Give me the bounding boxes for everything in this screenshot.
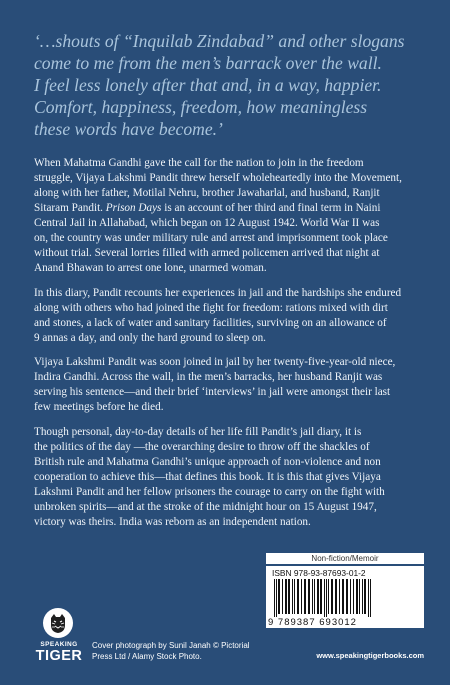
quote-line: come to me from the men’s barrack over the wall.: [34, 53, 382, 73]
blurb-line: Lakshmi Pandit and her fellow prisoners the courage to carry on the fight with: [34, 485, 385, 498]
publisher-name-top: SPEAKING: [40, 641, 78, 648]
blurb-line: and stones, a lack of water and sanitary facilities, surviving on an allowance of: [34, 316, 387, 329]
blurb-line: the politics of the day —the overarching desire to throw off the shackles of: [34, 440, 370, 453]
photo-credit: [92, 641, 250, 662]
book-title: Prison Days: [105, 202, 162, 214]
publisher-name-bottom: TIGER: [35, 648, 83, 664]
blurb-line: [34, 201, 424, 216]
blurb-line: struggle, Vijaya Lakshmi Pandit threw herself wholeheartedly into the Movement,: [34, 172, 402, 184]
isbn-label: ISBN 978-93-87693-01-2: [272, 568, 366, 578]
genre-label: Non-fiction/Memoir: [266, 553, 424, 564]
blurb-line: Central Jail in Allahabad, which began on 12 August 1942. World War II was: [34, 217, 380, 229]
blurb-line: victory was theirs. India was reborn as an independent nation.: [34, 515, 311, 528]
blurb-line: on, the country was under military rule and arrest and imprisonment took place: [34, 232, 388, 244]
blurb-text: Sitaram Pandit.: [34, 202, 106, 214]
barcode-icon: [272, 579, 418, 617]
publisher-website: www.speakingtigerbooks.com: [316, 651, 424, 660]
blurb-line: without trial. Several lorries filled with armed policemen arrived that night at: [34, 247, 380, 259]
tiger-head-icon: [43, 608, 73, 638]
isbn-barcode-panel: [266, 566, 424, 628]
blurb-line: unbroken spirits—and at the stroke of the midnight hour on 15 August 1947,: [34, 500, 377, 513]
publisher-logo: [33, 608, 89, 668]
quote-line: I feel less lonely after that and, in a way, happier.: [34, 75, 382, 95]
credit-line: Cover photograph by Sunil Janah © Pictorial: [92, 641, 250, 650]
blurb-line: cooperation to achieve this—that defines this book. It is this that gives Vijaya: [34, 470, 381, 483]
blurb: [34, 156, 424, 539]
blurb-line: British rule and Mahatma Gandhi’s unique approach of non-violence and non: [34, 455, 381, 468]
blurb-line: When Mahatma Gandhi gave the call for the nation to join in the freedom: [34, 157, 364, 169]
blurb-line: along with her father, Motilal Nehru, brother Jawaharlal, and husband, Ranjit: [34, 187, 380, 199]
blurb-paragraph-4: [34, 425, 424, 530]
blurb-line: Vijaya Lakshmi Pandit was soon joined in jail by her twenty-five-year-old niece,: [34, 356, 396, 368]
blurb-line: Anand Bhawan to arrest one lone, unarmed woman.: [34, 262, 267, 274]
blurb-paragraph-2: [34, 286, 424, 346]
blurb-paragraph-3: [34, 355, 424, 415]
quote-line: ‘…shouts of “Inquilab Zindabad” and other slogans: [34, 31, 405, 51]
blurb-line: Indira Gandhi. Across the wall, in the men’s barracks, her husband Ranjit was: [34, 371, 383, 383]
blurb-line: In this diary, Pandit recounts her experiences in jail and the hardships she endured: [34, 286, 402, 299]
blurb-paragraph-1: [34, 156, 424, 276]
blurb-line: Though personal, day-to-day details of her life fill Pandit’s jail diary, it is: [34, 425, 362, 438]
barcode-digits: 9 789387 693012: [268, 617, 357, 628]
credit-line: Press Ltd / Alamy Stock Photo.: [92, 651, 202, 661]
blurb-line: along with others who had joined the fight for freedom: rations mixed with dirt: [34, 301, 388, 314]
blurb-line: 9 annas a day, and only the hard ground to sleep on.: [34, 331, 266, 344]
blurb-line: serving his sentence—and their brief ‘interviews’ in jail were amongst their last: [34, 386, 391, 398]
blurb-line: few meetings before he died.: [34, 401, 164, 413]
back-cover-quote: [34, 30, 424, 140]
quote-line: these words have become.’: [34, 119, 223, 139]
quote-line: Comfort, happiness, freedom, how meaningless: [34, 97, 368, 117]
blurb-text: is an account of her third and final term in Naini: [161, 202, 381, 214]
